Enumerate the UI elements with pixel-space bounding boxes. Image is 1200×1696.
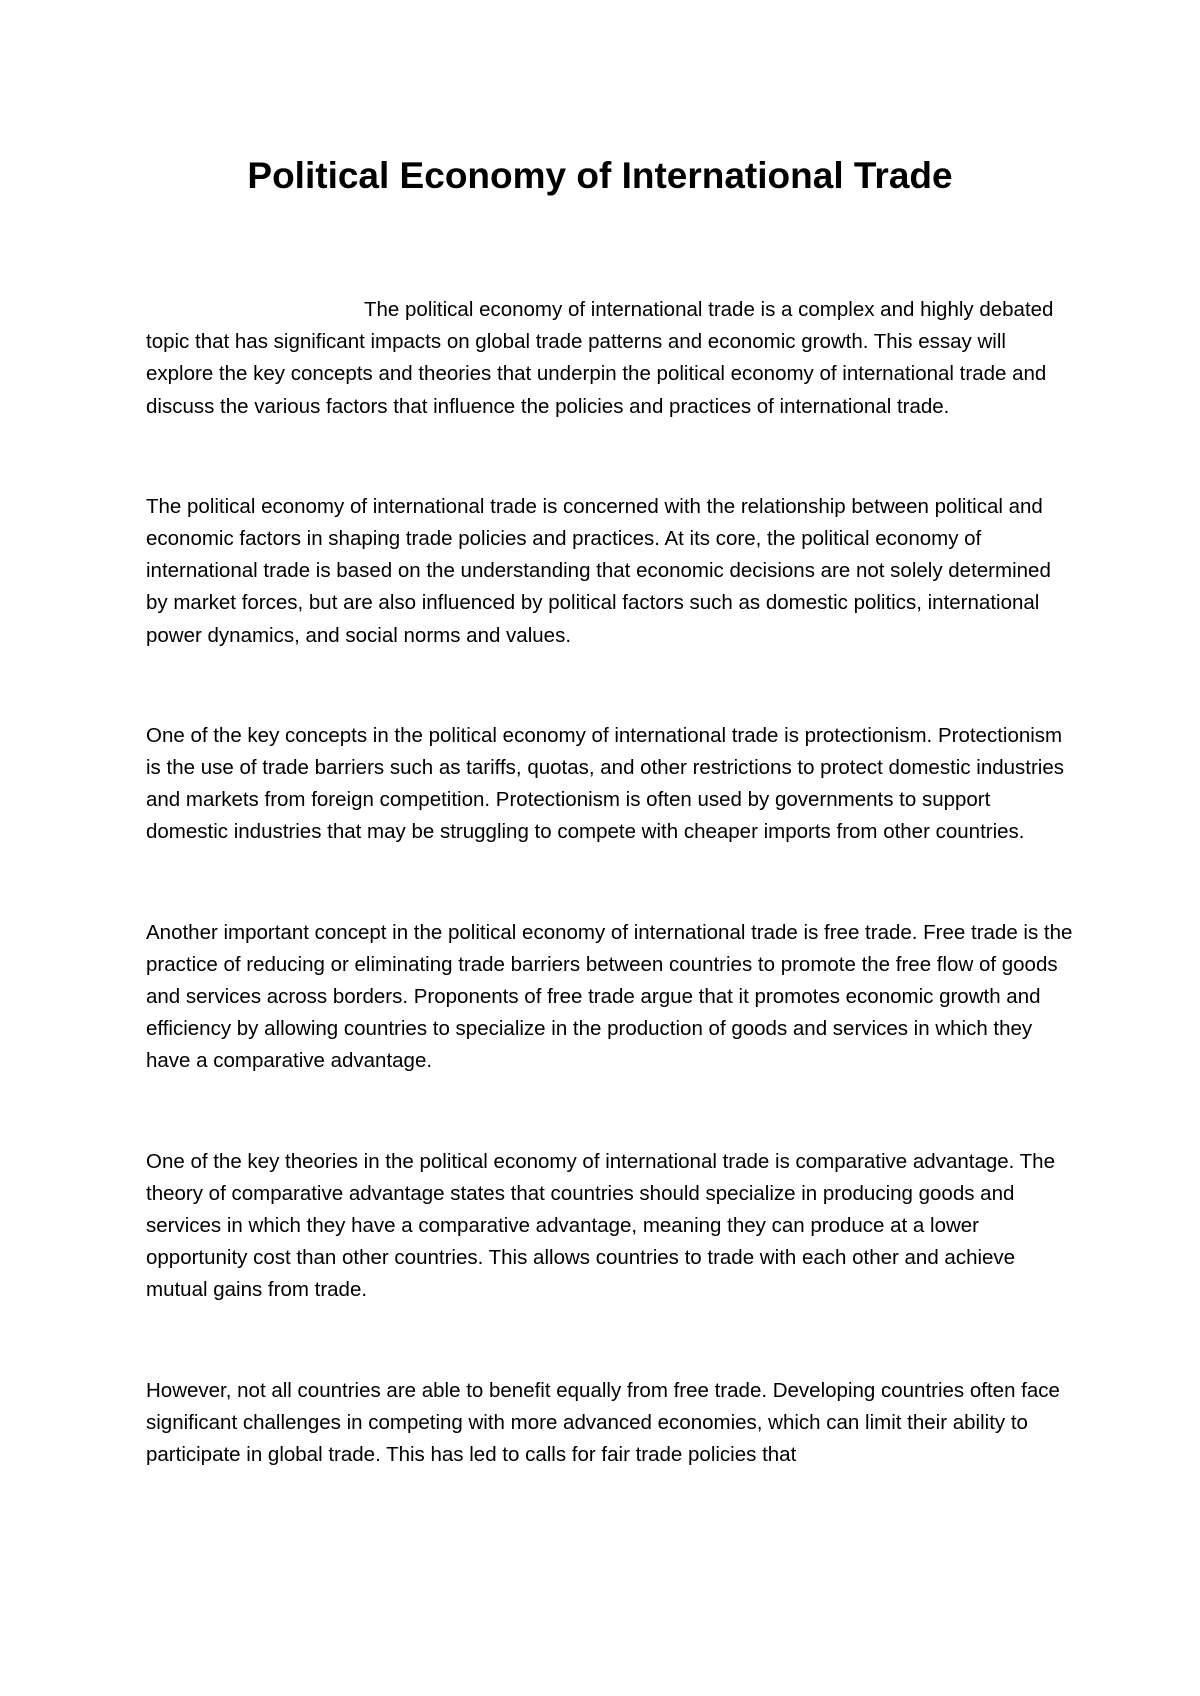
paragraph-free-trade: Another important concept in the political economy of international trade is free trade. Free trade is the practice of reducing or eliminating trade barriers between countries to promote the free flow of goods and services across borders. Proponents of free trade argue that it promotes economic growth and efficiency by allowing countries to specialize in the production of goods and services in which they have a comparative advantage. (146, 920, 1073, 1073)
paragraph-comparative-advantage: One of the key theories in the political economy of international trade is comparative advantage. The theory of comparative advantage states that countries should specialize in producing goods and services in which they have a comparative advantage, meaning they can produce at a lower opportunity cost than other countries. This allows countries to trade with each other and achieve mutual gains from trade. (146, 1149, 1055, 1302)
paragraph-definition: The political economy of international trade is concerned with the relationship between political and economic factors in shaping trade policies and practices. At its core, the political economy of international trade is based on the understanding that economic decisions are not solely determined by market forces, but are also influenced by political factors such as domestic politics, international power dynamics, and social norms and values. (146, 494, 1051, 647)
document-body (146, 294, 1076, 1539)
paragraph-intro: The political economy of international trade is a complex and highly debated topic that has significant impacts on global trade patterns and economic growth. This essay will explore the key concepts and theories that underpin the political economy of international trade and discuss the various factors that influence the policies and practices of international trade. (146, 298, 1054, 418)
document-title: Political Economy of International Trade (247, 155, 953, 196)
paragraph-fair-trade: However, not all countries are able to benefit equally from free trade. Developing countries often face significant challenges in competing with more advanced economies, which can limit their ability to participate in global trade. This has led to calls for fair trade policies that (146, 1378, 1060, 1467)
paragraph-protectionism: One of the key concepts in the political economy of international trade is protectionism. Protectionism is the use of trade barriers such as tariffs, quotas, and other restrictions to protect domestic industries and markets from foreign competition. Protectionism is often used by governments to support domestic industries that may be struggling to compete with cheaper imports from other countries. (146, 723, 1065, 844)
